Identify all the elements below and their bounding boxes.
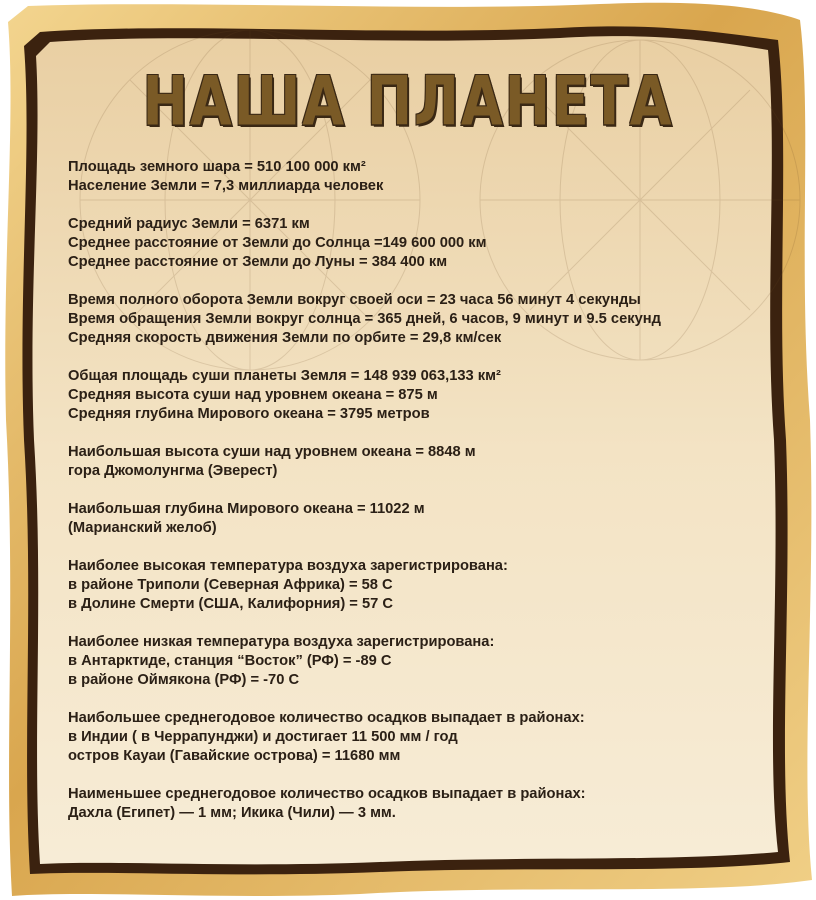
fact-group	[68, 557, 768, 614]
fact-group	[68, 443, 768, 481]
fact-line: Наибольшее среднегодовое количество осадков выпадает в районах:	[68, 710, 585, 726]
fact-line: в Индии ( в Черрапунджи) и достигает 11 500 мм / год	[68, 729, 458, 745]
fact-line: остров Кауаи (Гавайские острова) = 11680 мм	[68, 748, 401, 764]
fact-line: Наименьшее среднегодовое количество осадков выпадает в районах:	[68, 786, 586, 802]
facts-list	[68, 158, 768, 842]
fact-line: в районе Оймякона (РФ) = -70 С	[68, 672, 300, 688]
fact-line: Наибольшая глубина Мирового океана = 11022 м	[68, 501, 425, 517]
fact-group	[68, 633, 768, 690]
fact-line: Время полного оборота Земли вокруг своей оси = 23 часа 56 минут 4 секунды	[68, 292, 641, 308]
fact-line: Общая площадь суши планеты Земля = 148 939 063,133 км²	[68, 368, 501, 384]
fact-group	[68, 367, 768, 424]
fact-group	[68, 709, 768, 766]
fact-line: Средняя скорость движения Земли по орбите = 29,8 км/сек	[68, 330, 502, 346]
fact-line: Средний радиус Земли = 6371 км	[68, 216, 310, 232]
fact-line: Среднее расстояние от Земли до Луны = 384 400 км	[68, 254, 448, 270]
fact-line: в районе Триполи (Северная Африка) = 58 С	[68, 577, 393, 593]
fact-line: Площадь земного шара = 510 100 000 км²	[68, 159, 366, 175]
fact-line: Среднее расстояние от Земли до Солнца =149 600 000 км	[68, 235, 487, 251]
fact-line: (Марианский желоб)	[68, 520, 217, 536]
fact-line: Наиболее низкая температура воздуха зарегистрирована:	[68, 634, 495, 650]
fact-group	[68, 500, 768, 538]
fact-group	[68, 215, 768, 272]
fact-group	[68, 158, 768, 196]
fact-line: Наибольшая высота суши над уровнем океана = 8848 м	[68, 444, 476, 460]
fact-line: Время обращения Земли вокруг солнца = 365 дней, 6 часов, 9 минут и 9.5 секунд	[68, 311, 661, 327]
fact-group	[68, 785, 768, 823]
fact-line: Средняя высота суши над уровнем океана = 875 м	[68, 387, 438, 403]
fact-line: Дахла (Египет) — 1 мм; Икика (Чили) — 3 мм.	[68, 805, 396, 821]
page-title: НАША ПЛАНЕТА	[142, 62, 674, 141]
fact-line: Средняя глубина Мирового океана = 3795 метров	[68, 406, 430, 422]
fact-line: Население Земли = 7,3 миллиарда человек	[68, 178, 384, 194]
fact-group	[68, 291, 768, 348]
fact-line: в Долине Смерти (США, Калифорния) = 57 С	[68, 596, 393, 612]
fact-line: гора Джомолунгма (Эверест)	[68, 463, 278, 479]
fact-line: в Антарктиде, станция “Восток” (РФ) = -89 С	[68, 653, 392, 669]
fact-line: Наиболее высокая температура воздуха зарегистрирована:	[68, 558, 508, 574]
